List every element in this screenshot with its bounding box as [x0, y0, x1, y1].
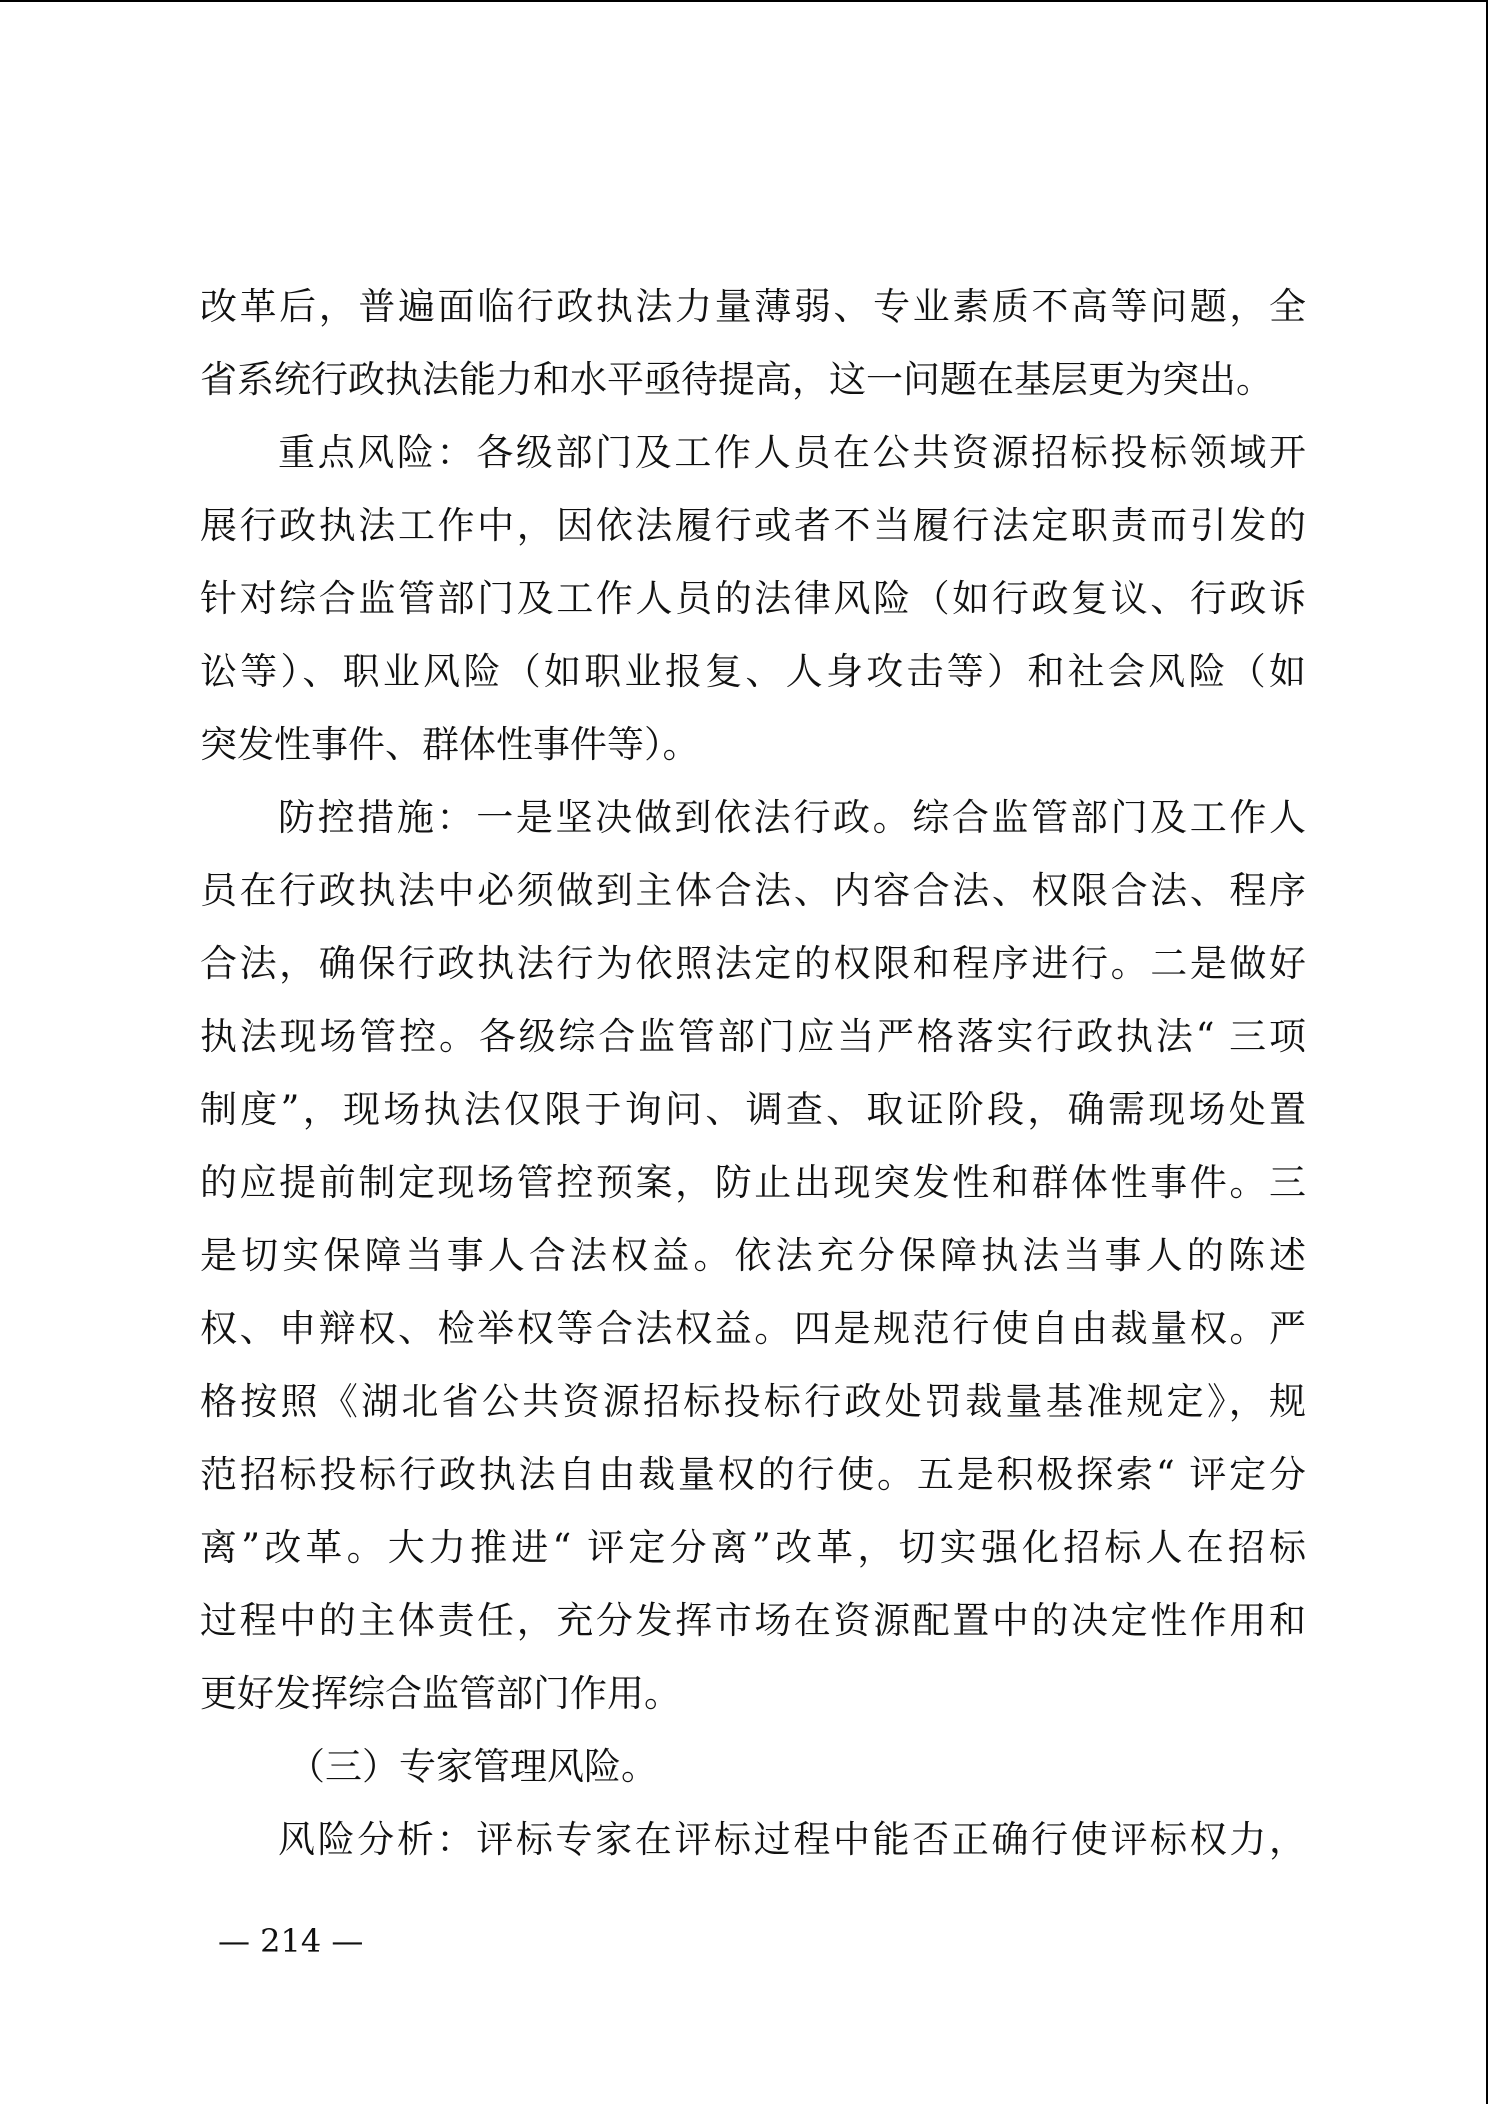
text-line: 执法现场管控。各级综合监管部门应当严格落实行政执法“ 三项 [200, 1015, 1306, 1058]
text-line: 是切实保障当事人合法权益。依法充分保障执法当事人的陈述 [200, 1234, 1306, 1277]
text-line: 讼等）、职业风险（如职业报复、人身攻击等）和社会风险（如 [200, 650, 1306, 693]
text-line: 员在行政执法中必须做到主体合法、内容合法、权限合法、程序 [200, 869, 1306, 912]
text-line: 防控措施：一是坚决做到依法行政。综合监管部门及工作人 [278, 796, 1306, 839]
text-line: 改革后，普遍面临行政执法力量薄弱、专业素质不高等问题，全 [200, 285, 1306, 328]
text-line: 风险分析：评标专家在评标过程中能否正确行使评标权力， [278, 1818, 1306, 1861]
text-line: 权、申辩权、检举权等合法权益。四是规范行使自由裁量权。严 [200, 1307, 1306, 1350]
text-line: 范招标投标行政执法自由裁量权的行使。五是积极探索“ 评定分 [200, 1453, 1306, 1496]
text-line: 过程中的主体责任，充分发挥市场在资源配置中的决定性作用和 [200, 1599, 1306, 1642]
text-line: 突发性事件、群体性事件等）。 [200, 723, 700, 766]
text-line: 重点风险：各级部门及工作人员在公共资源招标投标领域开 [278, 431, 1306, 474]
text-line: 展行政执法工作中，因依法履行或者不当履行法定职责而引发的 [200, 504, 1306, 547]
text-line: 制度”，现场执法仅限于询问、调查、取证阶段，确需现场处置 [200, 1088, 1306, 1131]
text-line: 格按照《湖北省公共资源招标投标行政处罚裁量基准规定》，规 [200, 1380, 1306, 1423]
text-line: 针对综合监管部门及工作人员的法律风险（如行政复议、行政诉 [200, 577, 1306, 620]
text-line: 离”改革。大力推进“ 评定分离”改革，切实强化招标人在招标 [200, 1526, 1306, 1569]
text-line: 合法，确保行政执法行为依照法定的权限和程序进行。二是做好 [200, 942, 1306, 985]
page-border-top [0, 0, 1488, 2]
section-heading: （三）专家管理风险。 [288, 1745, 658, 1788]
text-line: 的应提前制定现场管控预案，防止出现突发性和群体性事件。三 [200, 1161, 1306, 1204]
page-number: — 214 — [218, 1922, 364, 1960]
document-body [200, 270, 1306, 1876]
text-line: 更好发挥综合监管部门作用。 [200, 1672, 681, 1715]
text-line: 省系统行政执法能力和水平亟待提高，这一问题在基层更为突出。 [200, 358, 1273, 401]
